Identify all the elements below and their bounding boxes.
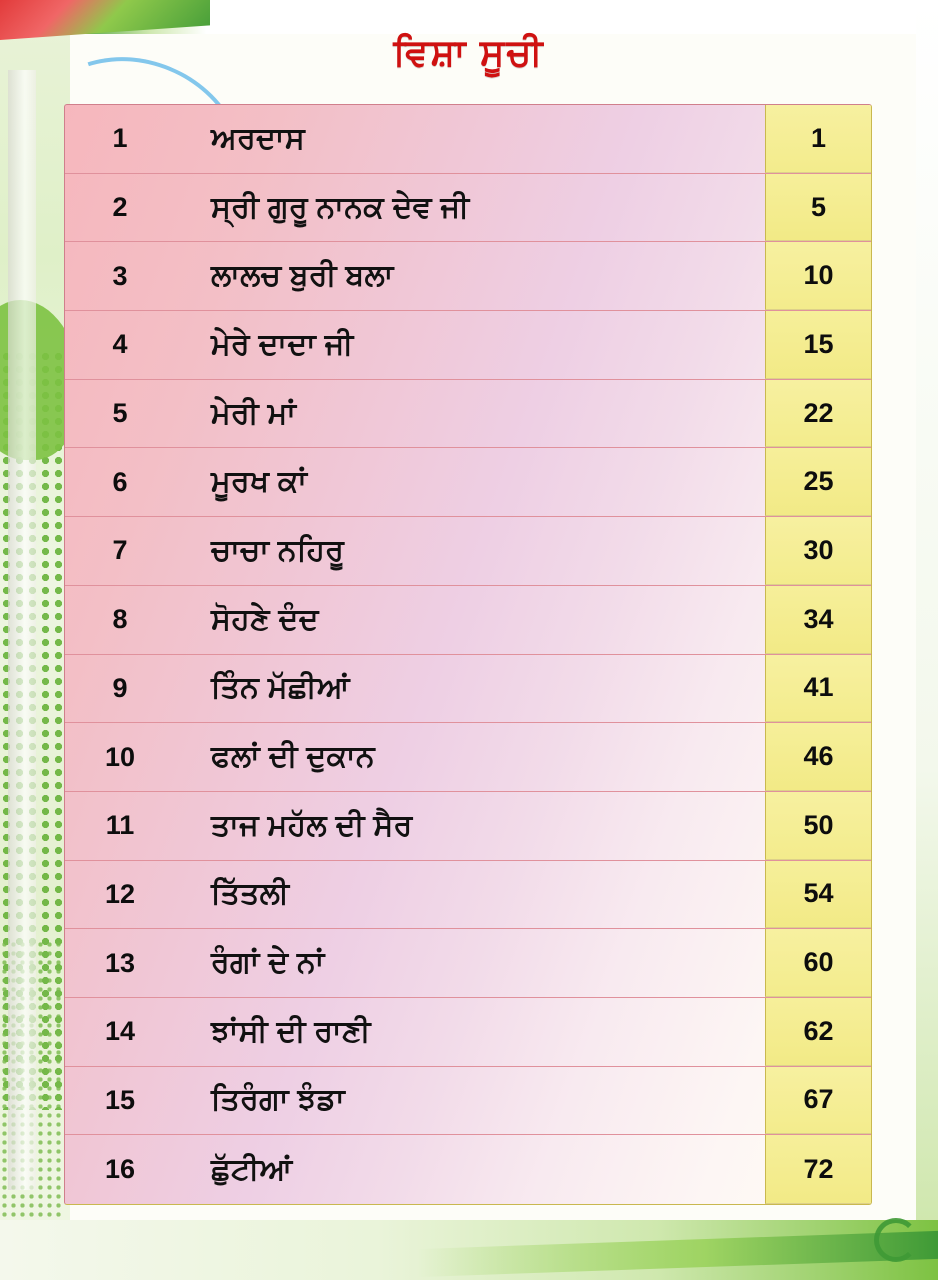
entry-page: 67 (765, 1067, 871, 1135)
entry-title: ਅਰਦਾਸ (211, 121, 306, 155)
page-title: ਵਿਸ਼ਾ ਸੂਚੀ (393, 32, 545, 73)
table-row (65, 1067, 871, 1136)
entry-number: 9 (112, 672, 128, 703)
entry-number: 14 (104, 1016, 136, 1047)
decor-right-edge (916, 0, 938, 1280)
entry-number: 11 (105, 810, 135, 841)
entry-number: 7 (112, 535, 128, 566)
entry-number: 5 (112, 398, 128, 429)
table-row (65, 105, 871, 174)
entry-title: ਚਾਚਾ ਨਹਿਰੂ (211, 533, 345, 567)
entry-title: ਤਿੰਨ ਮੱਛੀਆਂ (211, 671, 350, 705)
entry-page: 54 (765, 861, 871, 929)
entry-title: ਲਾਲਚ ਬੁਰੀ ਬਲਾ (211, 259, 394, 293)
table-row (65, 242, 871, 311)
table-row (65, 929, 871, 998)
entry-number: 3 (112, 260, 128, 291)
table-row (65, 380, 871, 449)
table-row (65, 998, 871, 1067)
entry-title: ਤਾਜ ਮਹੱਲ ਦੀ ਸੈਰ (211, 808, 413, 842)
entry-title: ਫਲਾਂ ਦੀ ਦੁਕਾਨ (211, 740, 375, 774)
entry-title: ਤਿੱਤਲੀ (211, 877, 290, 911)
entry-title: ਮੇਰੀ ਮਾਂ (211, 396, 297, 430)
decor-page-edge (8, 70, 36, 1190)
table-row (65, 174, 871, 243)
table-row (65, 311, 871, 380)
entry-page: 15 (765, 311, 871, 379)
entry-page: 46 (765, 723, 871, 791)
entry-title: ਛੁੱਟੀਆਂ (211, 1152, 293, 1186)
entry-page: 25 (765, 448, 871, 516)
entry-page: 1 (765, 105, 871, 173)
table-of-contents (64, 104, 872, 1205)
entry-title: ਝਾਂਸੀ ਦੀ ਰਾਣੀ (211, 1014, 371, 1048)
table-row (65, 448, 871, 517)
entry-number: 15 (104, 1084, 136, 1115)
table-row (65, 1135, 871, 1204)
entry-title: ਸ੍ਰੀ ਗੁਰੂ ਨਾਨਕ ਦੇਵ ਜੀ (211, 190, 470, 224)
table-row (65, 517, 871, 586)
entry-page: 62 (765, 998, 871, 1066)
entry-title: ਰੰਗਾਂ ਦੇ ਨਾਂ (211, 946, 325, 980)
entry-page: 72 (765, 1135, 871, 1204)
entry-page: 10 (765, 242, 871, 310)
table-row (65, 723, 871, 792)
table-row (65, 586, 871, 655)
entry-number: 10 (104, 741, 136, 772)
entry-number: 13 (104, 947, 136, 978)
entry-number: 16 (104, 1154, 136, 1185)
entry-number: 6 (112, 466, 128, 497)
entry-title: ਮੂਰਖ ਕਾਂ (211, 465, 308, 499)
entry-page: 60 (765, 929, 871, 997)
entry-number: 12 (104, 878, 136, 909)
entry-number: 1 (112, 123, 128, 154)
entry-page: 41 (765, 655, 871, 723)
table-row (65, 792, 871, 861)
entry-page: 22 (765, 380, 871, 448)
decor-corner-swirl-icon (874, 1218, 918, 1262)
entry-page: 50 (765, 792, 871, 860)
entry-number: 8 (112, 604, 128, 635)
table-row (65, 655, 871, 724)
entry-page: 5 (765, 174, 871, 242)
table-row (65, 861, 871, 930)
entry-page: 34 (765, 586, 871, 654)
entry-page: 30 (765, 517, 871, 585)
entry-title: ਤਿਰੰਗਾ ਝੰਡਾ (211, 1083, 346, 1117)
entry-number: 4 (112, 329, 128, 360)
entry-number: 2 (112, 192, 128, 223)
entry-title: ਮੇਰੇ ਦਾਦਾ ਜੀ (211, 327, 354, 361)
entry-title: ਸੋਹਣੇ ਦੰਦ (211, 602, 319, 636)
